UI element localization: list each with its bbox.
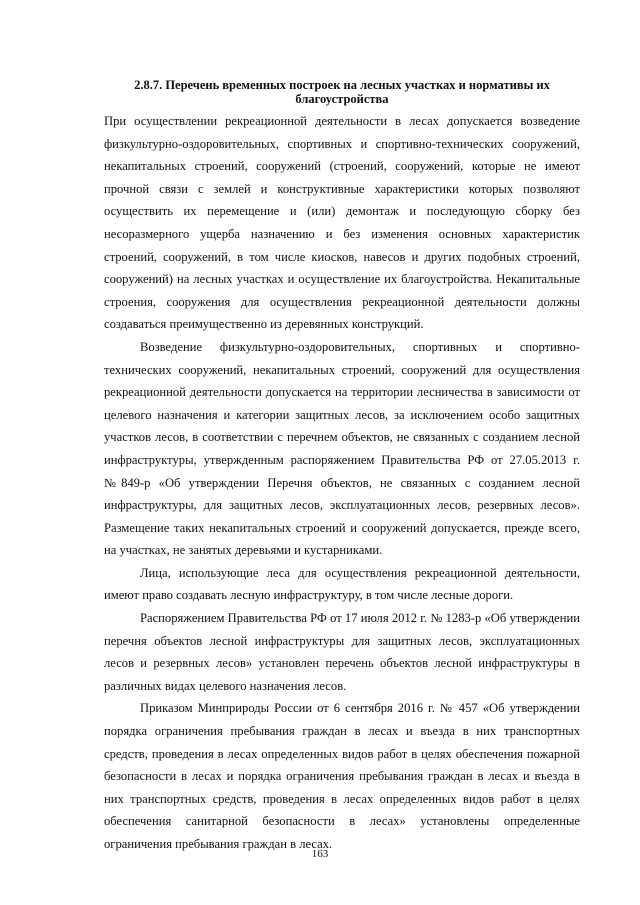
paragraph-2: Возведение физкультурно-оздоровительных, спортивных и спортивно-технических сооружений, некапитальных строений, сооружений для осуществления рекреационной деятельности допускается на территории лесничества в зависимости от целевого назначения и категории защитных лесов, за исключением особо защитных участков лесов, в соответствии с перечнем объектов, не связанных с созданием лесной инфраструктуры, утвержденным распоряжением Правительства РФ от 27.05.2013 г. №849-р «Об утверждении Перечня объектов, не связанных с созданием лесной инфраструктуры, для защитных лесов, эксплуатационных лесов, резервных лесов». Размещение таких некапитальных строений и сооружений допускается, прежде всего, на участках, не занятых деревьями и кустарниками. xyxy=(104,339,580,558)
paragraph-4: Распоряжением Правительства РФ от 17 июля 2012 г. № 1283-р «Об утверждении перечня объектов лесной инфраструктуры для защитных лесов, эксплуатационных лесов и резервных лесов» установлен перечень объектов лесной инфраструктуры в различных видах целевого назначения лесов. xyxy=(104,611,580,693)
paragraph-5: Приказом Минприроды России от 6 сентября 2016 г. № 457 «Об утверждении порядка ограничения пребывания граждан в лесах и въезда в них транспортных средств, проведения в лесах определенных видов работ в целях обеспечения пожарной безопасности в лесах и порядка ограничения пребывания граждан в лесах и въезда в них транспортных средств, проведения в лесах определенных видов работ в целях обеспечения санитарной безопасности в лесах» установлены определенные ограничения пребывания граждан в лесах. xyxy=(104,701,580,851)
paragraph-1 xyxy=(104,110,580,336)
paragraph-1-text: При осуществлении рекреационной деятельности в лесах допускается возведение физкультурно-оздоровительных, спортивных и спортивно-технических сооружений, некапитальных строений, сооружений (строений, сооружений, которые не имеют прочной связи с землей и конструктивные характеристики которых позволяют осуществить их перемещение и (или) демонтаж и последующую сборку без несоразмерного ущерба назначению и без изменения основных характеристик строений, сооружений, в том числе киосков, навесов и других подобных строений, сооружений) на лесных участках и осуществление их благоустройства. Некапитальные строения, сооружения для осуществления рекреационной деятельности должны создаваться преимущественно из деревянных конструкций. xyxy=(104,114,580,332)
document-page xyxy=(104,78,580,856)
paragraph-3: Лица, использующие леса для осуществления рекреационной деятельности, имеют право создавать лесную инфраструктуру, в том числе лесные дороги. xyxy=(104,565,580,603)
page-number: 163 xyxy=(311,848,329,860)
section-heading: 2.8.7. Перечень временных построек на лесных участках и нормативы их благоустройства xyxy=(134,78,550,106)
